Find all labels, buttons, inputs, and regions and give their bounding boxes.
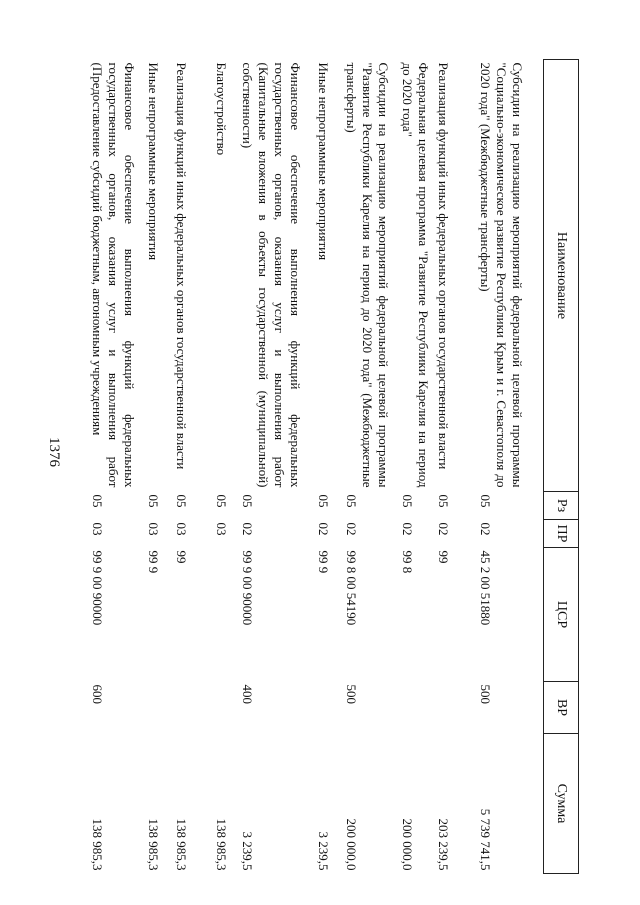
budget-table xyxy=(88,59,580,874)
row-csr: 99 8 00 54190 xyxy=(344,550,360,626)
row-rz: 05 xyxy=(174,494,190,508)
row-csr: 99 xyxy=(174,550,190,564)
row-sum: 3 239,5 xyxy=(240,831,256,871)
row-rz: 05 xyxy=(240,494,256,508)
header-vr: ВР xyxy=(544,682,579,734)
row-vr xyxy=(398,682,434,734)
header-name: Наименование xyxy=(544,60,579,492)
row-pr: 02 xyxy=(400,522,416,536)
row-name: Реализация функций иных федеральных органов государственной власти xyxy=(436,62,452,470)
row-vr xyxy=(434,682,476,734)
row-rz: 05 xyxy=(214,494,230,508)
row-sum: 203 239,5 xyxy=(436,818,452,871)
table-row xyxy=(172,60,212,874)
row-csr: 99 9 xyxy=(316,550,332,574)
row-name: Федеральная целевая программа "Развитие Республики Карелия на период до 2020 года" xyxy=(400,62,432,488)
row-rz: 05 xyxy=(90,494,106,508)
row-name: Субсидии на реализацию мероприятий федеральной целевой программы "Социально-экономическое развитие Республики Крым и г. Севастополя до 2020 года" (Межбюджетные трансферты) xyxy=(478,62,526,488)
row-name: Благоустройство xyxy=(214,62,230,156)
row-rz: 05 xyxy=(316,494,332,508)
row-name: Субсидии на реализацию мероприятий федеральной целевой программы "Развитие Республики Карелия на период до 2020 года" (Межбюджетные трансферты) xyxy=(344,62,392,488)
rotated-table-area xyxy=(90,59,579,873)
row-rz: 05 xyxy=(146,494,162,508)
row-pr: 03 xyxy=(90,522,106,536)
table-row xyxy=(434,60,476,874)
row-pr: 03 xyxy=(214,522,230,536)
row-name: Реализация функций иных федеральных органов государственной власти xyxy=(174,62,190,470)
row-sum: 3 239,5 xyxy=(316,831,332,871)
row-pr: 02 xyxy=(240,522,256,536)
row-pr: 03 xyxy=(146,522,162,536)
row-pr: 03 xyxy=(174,522,190,536)
row-name: Финансовое обеспечение выполнения функций федеральных государственных органов, оказания услуг и выполнения работ (Капитальные вложения в объекты государственной (муниципальной) собственности) xyxy=(240,62,304,488)
table-row xyxy=(314,60,342,874)
row-vr: 500 xyxy=(478,684,494,704)
header-sum: Сумма xyxy=(544,734,579,874)
row-csr: 99 8 xyxy=(400,550,416,574)
table-row xyxy=(144,60,172,874)
row-vr: 400 xyxy=(240,684,256,704)
table-row xyxy=(238,60,314,874)
row-sum: 5 739 741,5 xyxy=(478,808,494,871)
row-rz: 05 xyxy=(436,494,452,508)
row-rz: 05 xyxy=(478,494,494,508)
row-sum: 138 985,3 xyxy=(174,818,190,871)
row-pr: 02 xyxy=(436,522,452,536)
row-csr xyxy=(212,548,238,682)
header-rz: Рз xyxy=(544,492,579,520)
row-csr: 99 9 xyxy=(146,550,162,574)
row-vr xyxy=(144,682,172,734)
row-csr: 99 xyxy=(436,550,452,564)
row-name: Финансовое обеспечение выполнения функций федеральных государственных органов, оказания услуг и выполнения работ (Предоставление субсидий бюджетным, автономным учреждениям xyxy=(90,62,138,488)
row-name: Иные непрограммные мероприятия xyxy=(146,62,162,261)
row-name: Иные непрограммные мероприятия xyxy=(316,62,332,261)
page-number: 1376 xyxy=(46,437,62,467)
table-header-row xyxy=(544,60,579,874)
row-sum: 200 000,0 xyxy=(344,818,360,871)
row-vr xyxy=(172,682,212,734)
header-csr: ЦСР xyxy=(544,548,579,682)
table-row xyxy=(476,60,544,874)
row-sum: 138 985,3 xyxy=(90,818,106,871)
row-sum: 200 000,0 xyxy=(400,818,416,871)
row-pr: 02 xyxy=(478,522,494,536)
table-row xyxy=(342,60,398,874)
row-csr: 99 9 00 90000 xyxy=(90,550,106,626)
row-sum: 138 985,3 xyxy=(214,818,230,871)
row-csr: 99 9 00 90000 xyxy=(240,550,256,626)
row-vr: 600 xyxy=(90,684,106,704)
row-vr: 500 xyxy=(344,684,360,704)
row-pr: 02 xyxy=(344,522,360,536)
row-pr: 02 xyxy=(316,522,332,536)
table-row xyxy=(398,60,434,874)
table-row xyxy=(212,60,238,874)
row-vr xyxy=(212,682,238,734)
table-row xyxy=(88,60,144,874)
row-csr: 45 2 00 51880 xyxy=(478,550,494,626)
header-pr: ПР xyxy=(544,520,579,548)
row-rz: 05 xyxy=(344,494,360,508)
row-rz: 05 xyxy=(400,494,416,508)
row-vr xyxy=(314,682,342,734)
row-sum: 138 985,3 xyxy=(146,818,162,871)
